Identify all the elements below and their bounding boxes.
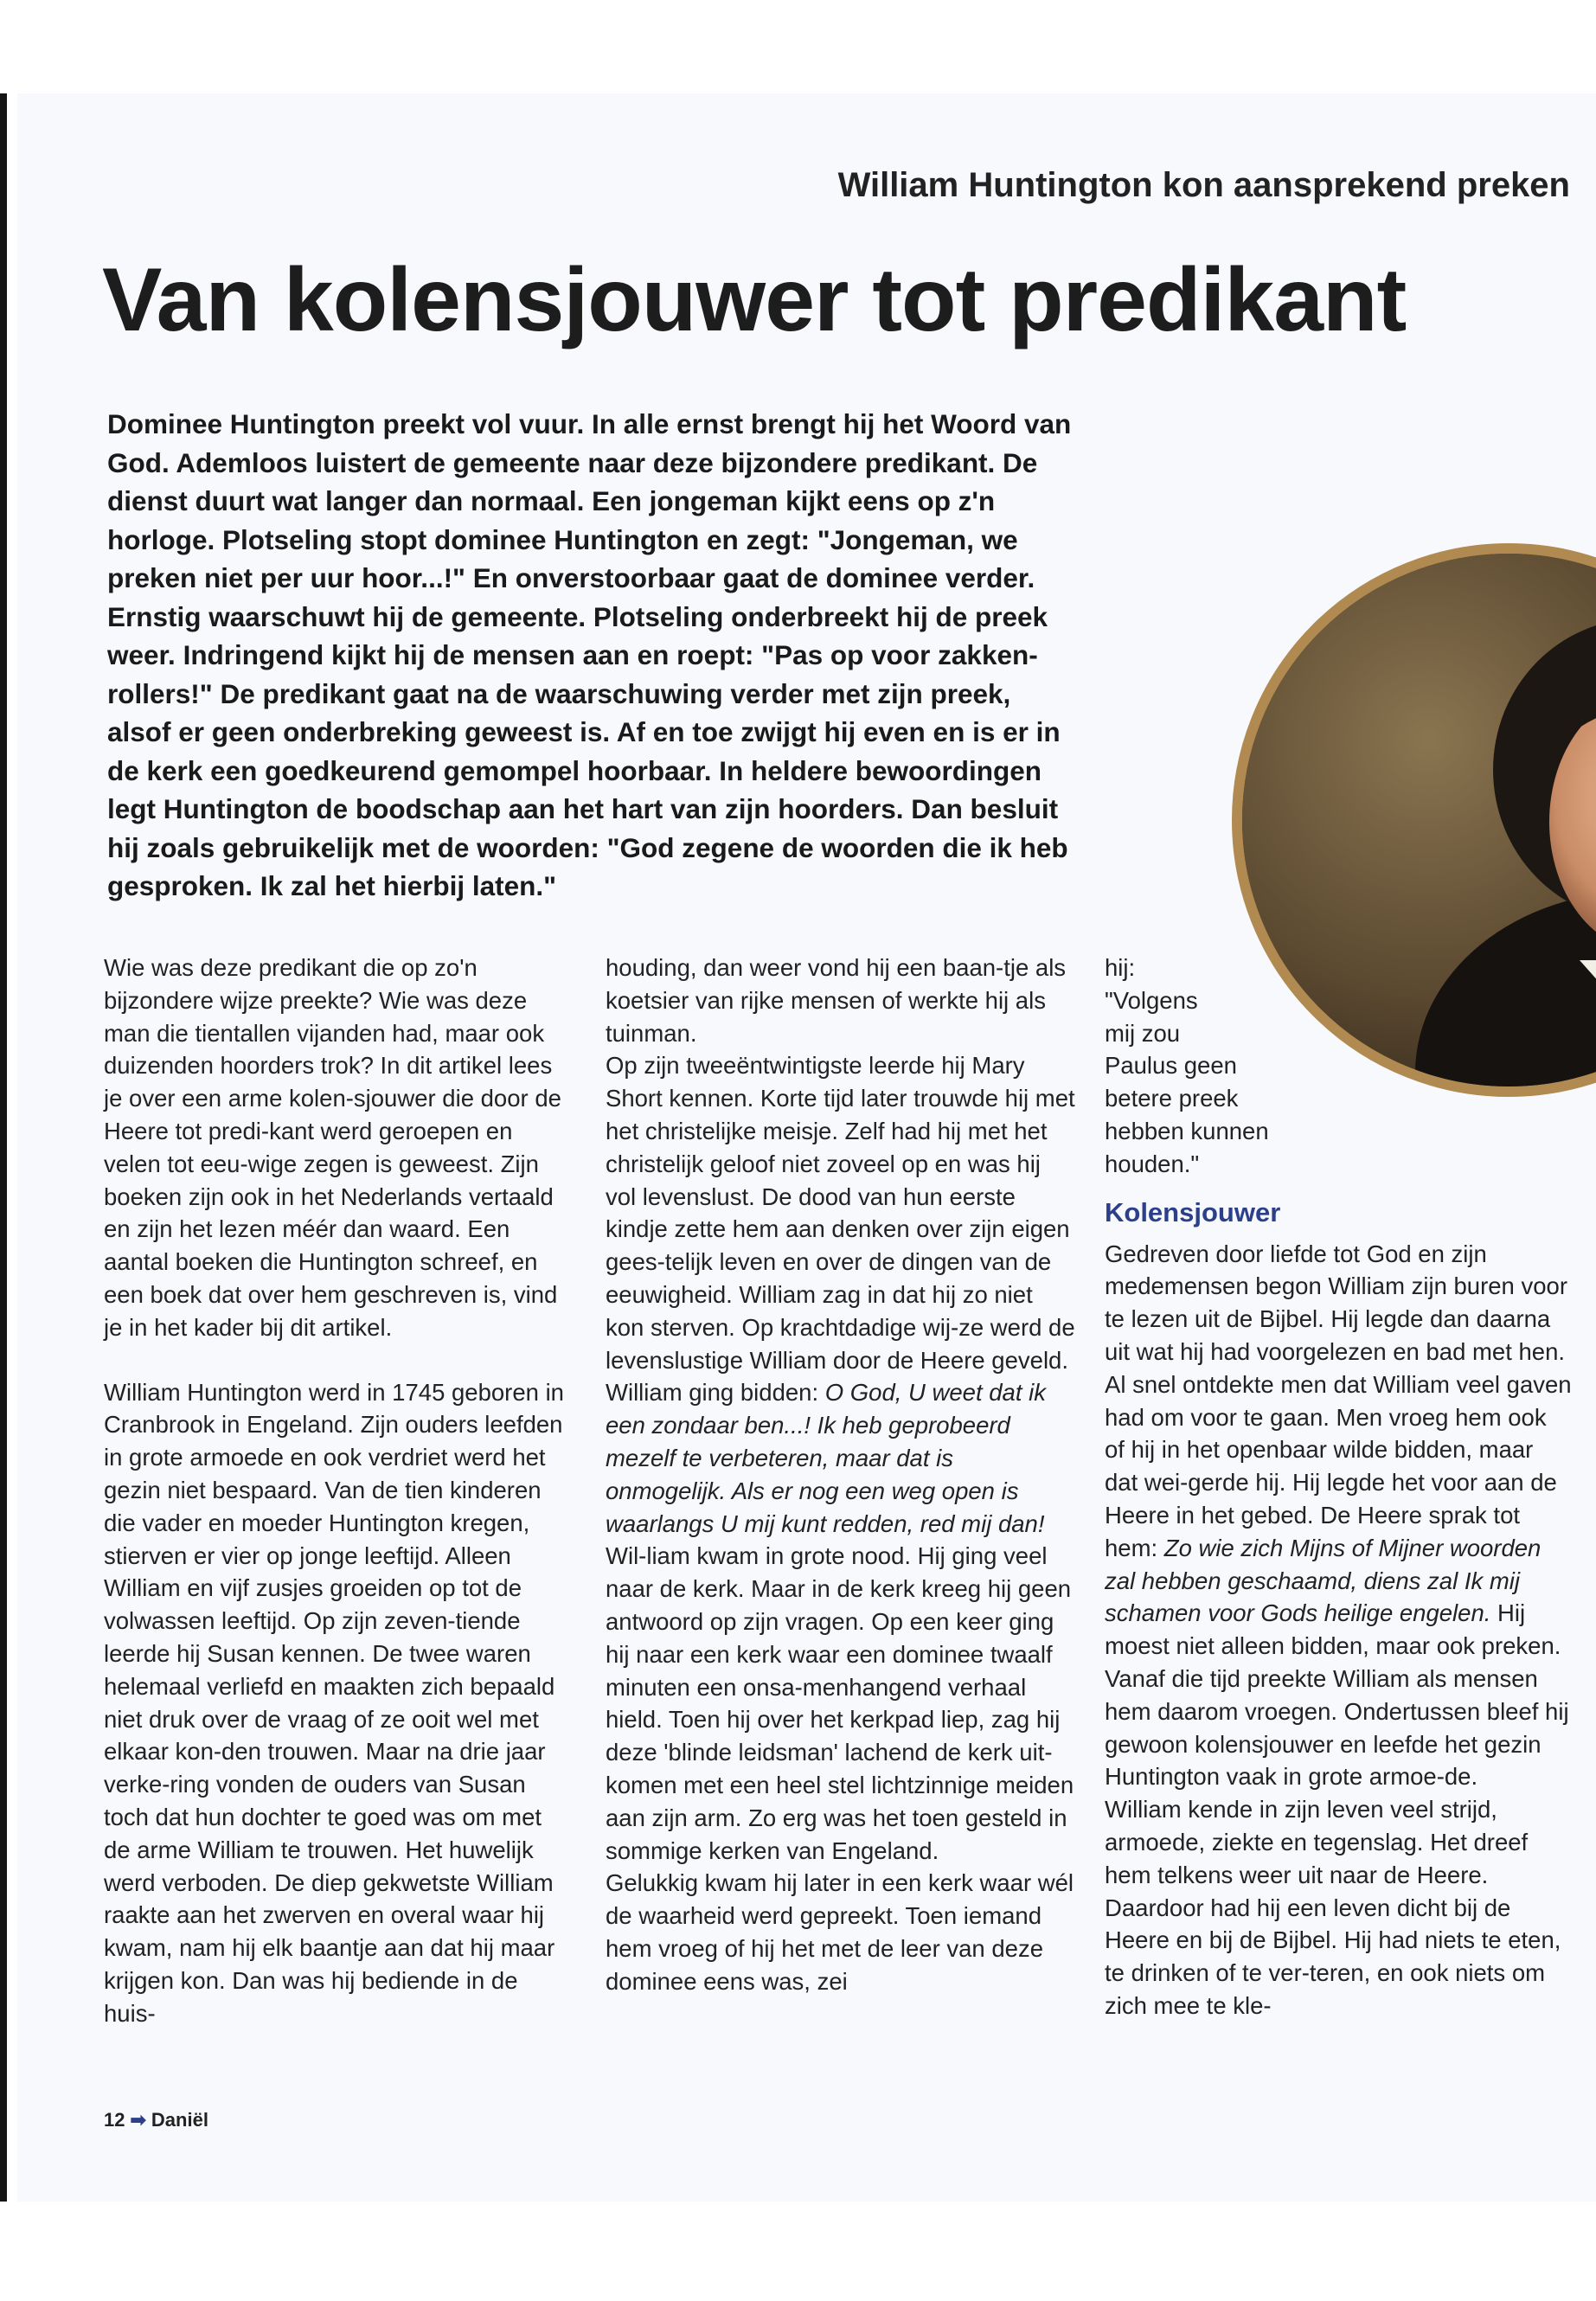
col2-paragraph-3: Gelukkig kwam hij later in een kerk waar wél de waarheid werd gepreekt. Toen iemand hem vroeg of hij het met de leer van deze dominee eens was, zei: [606, 1869, 1074, 1995]
col2-paragraph-1: houding, dan weer vond hij een baan-tje als koetsier van rijke mensen of werkte hij als tuinman.: [606, 954, 1067, 1047]
col1-paragraph-1: Wie was deze predikant die op zo'n bijzondere wijze preekte? Wie was deze man die tientallen vijanden had, maar ook duizenden hoorders trok? In dit artikel lees je over een arme kolen-sjouwer die door de Heere tot predi-kant werd geroepen en velen tot eeu-wige zegen is geweest. Zijn boeken zijn ook in het Nederlands vertaald en zijn het lezen méér dan waard. Een aantal boeken die Huntington schreef, en een boek dat over hem geschreven is, vind je in het kader bij dit artikel.: [104, 954, 561, 1341]
magazine-name: Daniël: [151, 2109, 208, 2131]
column-3: [1105, 952, 1572, 2022]
binding-edge: [0, 93, 7, 2202]
kicker-heading: William Huntington kon aansprekend preken: [837, 166, 1570, 204]
lead-text: Dominee Huntington preekt vol vuur. In alle ernst brengt hij het Woord van God. Ademloos luistert de gemeente naar deze bijzondere predikant. De dienst duurt wat langer dan normaal. Een jongeman kijkt eens op z'n horloge. Plotseling stopt dominee Huntington en zegt: "Jongeman, we preken niet per uur hoor...!" En onverstoorbaar gaat de dominee verder. Ernstig waarschuwt hij de gemeente. Plotseling onderbreekt hij de preek weer. Indringend kijkt hij de mensen aan en roept: "Pas op voor zakken-rollers!" De predikant gaat na de waarschuwing verder met zijn preek, alsof er geen onderbreking geweest is. Af en toe zwijgt hij even en is er in de kerk een goedkeurend gemompel hoorbaar. In heldere bewoordingen legt Huntington de boodschap aan het hart van zijn hoorders. Dan besluit hij zoals gebruikelijk met de woorden: "God zegene de woorden die ik heb gesproken. Ik zal het hierbij laten.": [107, 408, 1072, 901]
magazine-page: [17, 93, 1596, 2202]
scripture-quote: Zo wie zich Mijns of Mijner woorden zal hebben geschaamd, diens zal Ik mij schamen voor Gods heilige engelen.: [1105, 1534, 1542, 1627]
lead-paragraph: [107, 405, 1080, 906]
quote-line: hij:: [1105, 954, 1136, 981]
pull-quote: [1105, 952, 1572, 1181]
arrow-right-icon: ➡: [130, 2109, 146, 2131]
page-footer: [104, 2109, 208, 2131]
quote-line: houden.": [1105, 1150, 1200, 1177]
col2-paragraph-2-tail: Wil-liam kwam in grote nood. Hij ging veel naar de kerk. Maar in de kerk kreeg hij geen antwoord op zijn vragen. Op een keer ging hij naar een kerk waar een dominee twaalf minuten een onsa-menhangend verhaal hield. Toen hij over het kerkpad liep, zag hij deze 'blinde leidsman' lachend de kerk uit-komen met een heel stel lichtzinnige meiden aan zijn arm. Zo erg was het toen gesteld in sommige kerken van Engeland.: [606, 1542, 1074, 1864]
col3-paragraph-1-tail: Hij moest niet alleen bidden, maar ook preken. Vanaf die tijd preekte William als mensen hem daarom vroegen. Ondertussen bleef hij gewoon kolensjouwer en leefde het gezin Huntington vaak in grote armoe-de.: [1105, 1599, 1569, 1791]
col2-paragraph-2-text: Op zijn tweeëntwintigste leerde hij Mary Short kennen. Korte tijd later trouwde hij met het christelijke meisje. Zelf had hij met het christelijk geloof niet zoveel op en was hij vol levenslust. De dood van hun eerste kindje zette hem aan denken over zijn eigen gees-telijk leven en over de dingen van de eeuwigheid. William zag in dat hij zo niet kon sterven. Op krachtdadige wij-ze werd de levenslustige William door de Heere geveld. William ging bidden:: [606, 1052, 1075, 1407]
col2-paragraph-2: [606, 1049, 1077, 1867]
col3-paragraph-2: William kende in zijn leven veel strijd, armoede, ziekte en tegenslag. Het dreef hem telkens weer uit naar de Heere. Daardoor had hij een leven dicht bij de Heere en bij de Bijbel. Hij had niets te eten, te drinken of te ver-teren, en ook niets om zich mee te kle-: [1105, 1796, 1561, 2019]
quote-line: mij zou: [1105, 1019, 1181, 1047]
column-1: [104, 952, 571, 2030]
col3-paragraph-1: [1105, 1238, 1572, 1794]
prayer-quote: O God, U weet dat ik een zondaar ben...! Ik heb geprobeerd mezelf te verbeteren, maar dat is onmogelijk. Als er nog een weg open is waarlangs U mij kunt redden, red mij dan!: [606, 1379, 1046, 1537]
column-2: [606, 952, 1077, 1998]
col1-paragraph-2: William Huntington werd in 1745 geboren in Cranbrook in Engeland. Zijn ouders leefden in grote armoede en ook verdriet werd het gezin niet bespaard. Van de tien kinderen die vader en moeder Huntington kregen, stierven er vier op jonge leeftijd. Alleen William en vijf zusjes groeiden op tot de volwassen leeftijd. Op zijn zeven-tiende leerde hij Susan kennen. De twee waren helemaal verliefd en maakten zich bepaald niet druk over de vraag of ze ooit wel met elkaar kon-den trouwen. Maar na drie jaar verke-ring vonden de ouders van Susan toch dat hun dochter te goed was om met de arme William te trouwen. Het huwelijk werd verboden. De diep gekwetste William raakte aan het zwerven en overal waar hij kwam, nam hij elk baantje aan dat hij maar krijgen kon. Dan was hij bediende in de huis-: [104, 1378, 564, 2027]
page-number: 12: [104, 2109, 125, 2131]
section-subheading: Kolensjouwer: [1105, 1196, 1281, 1227]
col3-paragraph-1-text: Gedreven door liefde tot God en zijn medemensen begon William zijn buren voor te lezen uit de Bijbel. Hij legde dan daarna uit wat hij had voorgelezen en bad met hen. Al snel ontdekte men dat William veel gaven had om voor te gaan. Men vroeg hem ook of hij in het openbaar wilde bidden, maar dat wei-gerde hij. Hij legde het voor aan de Heere in het gebed. De Heere sprak tot hem:: [1105, 1240, 1572, 1561]
quote-line: "Volgens: [1105, 986, 1198, 1014]
article-title: Van kolensjouwer tot predikant: [102, 250, 1407, 350]
quote-line: betere preek: [1105, 1085, 1239, 1112]
quote-line: hebben kunnen: [1105, 1117, 1269, 1144]
quote-line: Paulus geen: [1105, 1052, 1237, 1080]
